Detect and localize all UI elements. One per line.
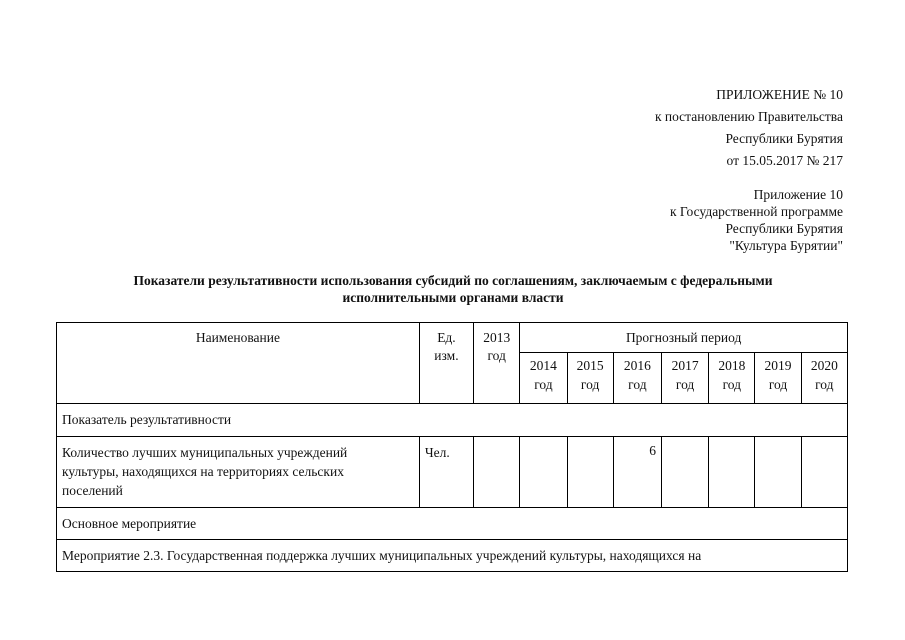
header-year-cell <box>661 353 708 404</box>
title-line: Показатели результативности использования субсидий по соглашениям, заключаемым с федеральными <box>133 273 773 288</box>
appendix-line: Приложение 10 <box>753 187 843 202</box>
indicators-table <box>56 322 848 572</box>
header-year: 2018 <box>718 358 746 373</box>
header-year-cell <box>520 353 567 404</box>
header-year-cell <box>755 353 801 404</box>
appendix-block <box>655 84 843 172</box>
header-year: 2013 <box>483 330 511 345</box>
header-year-cell <box>567 353 613 404</box>
header-year-word: год <box>768 377 788 392</box>
value-cell-2013 <box>474 437 520 508</box>
appendix-line: Республики Бурятия <box>725 131 843 146</box>
section-label: Мероприятие 2.3. Государственная поддержка лучших муниципальных учреждений культуры, находящихся на <box>57 540 848 572</box>
section-label: Основное мероприятие <box>57 508 848 540</box>
header-year: 2016 <box>623 358 651 373</box>
section-row <box>57 508 848 540</box>
header-name: Наименование <box>57 323 420 404</box>
indicator-unit: Чел. <box>419 437 473 508</box>
title-line: исполнительными органами власти <box>342 290 564 305</box>
header-year-cell <box>613 353 661 404</box>
appendix-line: к Государственной программе <box>669 204 843 219</box>
header-unit-line: Ед. <box>437 330 456 345</box>
header-row <box>57 323 848 353</box>
value-cell-2019 <box>755 437 801 508</box>
program-appendix-block <box>670 186 843 254</box>
header-year-cell <box>709 353 755 404</box>
header-unit-line: изм. <box>434 348 459 363</box>
value-cell-2018 <box>709 437 755 508</box>
header-year: 2020 <box>810 358 838 373</box>
indicator-name-line: культуры, находящихся на территориях сельских <box>62 464 344 479</box>
header-year-cell <box>801 353 847 404</box>
indicator-name-line: Количество лучших муниципальных учреждений <box>62 445 348 460</box>
value-cell-2016: 6 <box>613 437 661 508</box>
header-forecast-period: Прогнозный период <box>520 323 848 353</box>
appendix-line: Республики Бурятия <box>725 221 843 236</box>
header-year: 2014 <box>529 358 557 373</box>
value-cell-2014 <box>520 437 567 508</box>
appendix-line: от 15.05.2017 № 217 <box>726 153 843 168</box>
section-row <box>57 540 848 572</box>
appendix-line: к постановлению Правительства <box>654 109 843 124</box>
header-2013 <box>474 323 520 404</box>
header-year-word: год <box>487 348 506 363</box>
document-title <box>56 272 850 306</box>
indicator-name <box>57 437 420 508</box>
value-cell-2015 <box>567 437 613 508</box>
appendix-line: ПРИЛОЖЕНИЕ № 10 <box>716 87 843 102</box>
indicator-name-line: поселений <box>62 483 123 498</box>
header-year-word: год <box>722 377 742 392</box>
header-year-word: год <box>628 377 647 392</box>
header-year: 2017 <box>671 358 699 373</box>
appendix-line: "Культура Бурятии" <box>729 238 843 253</box>
header-unit <box>419 323 473 404</box>
header-year-word: год <box>815 377 834 392</box>
header-year-word: год <box>580 377 600 392</box>
header-year: 2015 <box>576 358 604 373</box>
header-year-word: год <box>534 377 553 392</box>
header-year-word: год <box>675 377 695 392</box>
value-cell-2017 <box>661 437 708 508</box>
header-year: 2019 <box>764 358 792 373</box>
section-label: Показатель результативности <box>57 404 848 437</box>
section-row <box>57 404 848 437</box>
value-cell-2020 <box>801 437 847 508</box>
table-row <box>57 437 848 508</box>
